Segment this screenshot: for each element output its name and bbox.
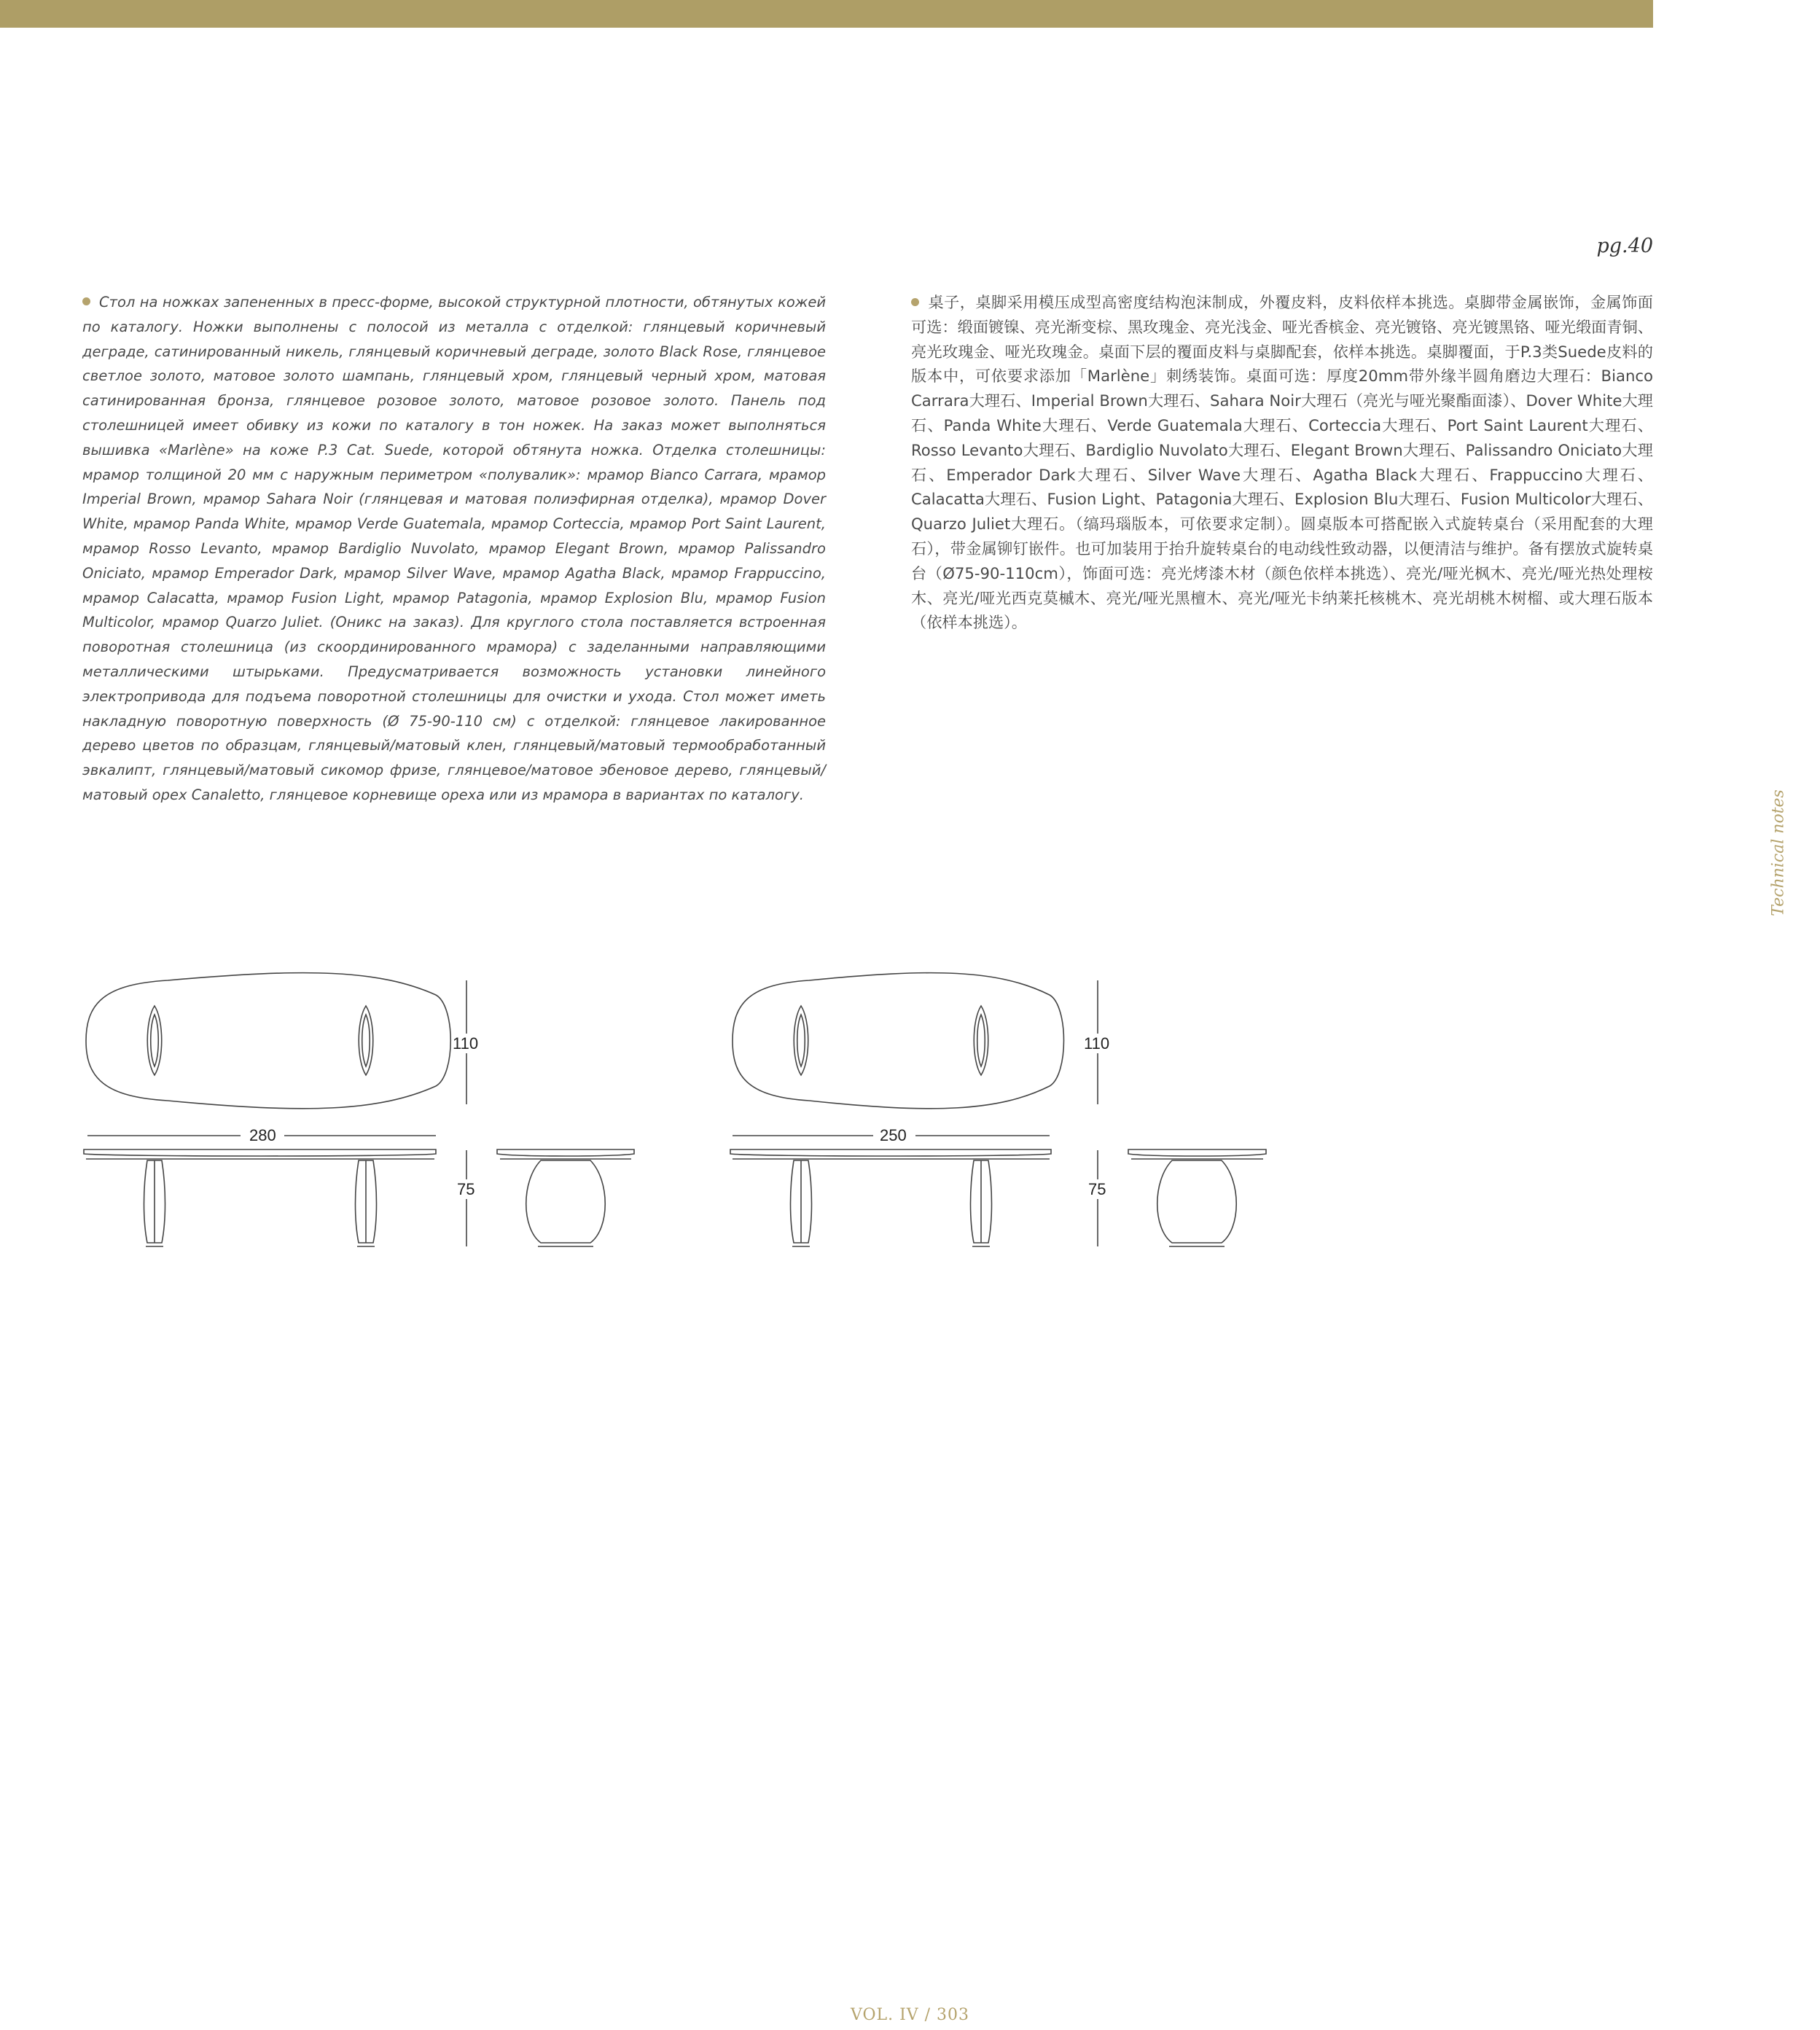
side-label-text: Technical notes xyxy=(1769,789,1788,916)
leg-elevation-right xyxy=(356,1160,377,1246)
description-chinese xyxy=(911,290,1653,635)
drawing-table-280 xyxy=(84,973,634,1246)
leg-end-elevation xyxy=(1157,1160,1237,1243)
tabletop-plan-view xyxy=(733,973,1064,1109)
side-label xyxy=(1764,784,1793,922)
description-russian-text: Стол на ножках запененных в пресс-форме, высокой структурной плотности, обтянутых кожей по каталогу. Ножки выполнены с полосой из металла с отделкой: глянцевый коричневый деграде, сатинированный никель, глянцевый коричневый деграде, золото Black Rose, глянцевое светлое золото, матовое золото шампань, глянцевый хром, глянцевый черный хром, матовая сатинированная бронза, глянцевое розовое золото, матовое розовое золото. Панель под столешницей имеет обивку из кожи по каталогу в тон ножек. На заказ может выполняться вышивка «Marlène» на коже P.3 Cat. Suede, которой обтянута ножка. Отделка столешницы: мрамор толщиной 20 мм с наружным периметром «полувалик»: мрамор Bianco Carrara, мрамор Imperial Brown, мрамор Sahara Noir (глянцевая и матовая полиэфирная отделка), мрамор Dover White, мрамор Panda White, мрамор Verde Guatemala, мрамор Corteccia, мрамор Port Saint Laurent, мрамор Rosso Levanto, мрамор Bardiglio Nuvolato, мрамор Elegant Brown, мрамор Palissandro Oniciato, мрамор Emperador Dark, мрамор Silver Wave, мрамор Agatha Black, мрамор Frappuccino, мрамор Calacatta, мрамор Fusion Light, мрамор Patagonia, мрамор Explosion Blu, мрамор Fusion Multicolor, мрамор Quarzo Juliet. (Оникс на заказ). Для круглого стола поставляется встроенная поворотная столешница (из скоординированного мрамора) с заделанными направляющими металлическими штырьками. Предусматривается возможность установки линейного электропривода для подъема поворотной столешницы для очистки и ухода. Стол может иметь накладную поворотную поверхность (Ø 75-90-110 см) с отделкой: глянцевое лакированное дерево цветов по образцам, глянцевый/матовый клен, глянцевый/матовый термообработанный эвкалипт, глянцевый/матовый сикомор фризе, глянцевое/матовое эбеновое дерево, глянцевый/матовый орех Canaletto, глянцевое корневище ореха или из мрамора в вариантах по каталогу. xyxy=(82,294,826,803)
tabletop-end-elevation xyxy=(1128,1149,1266,1156)
dimension-length-2: 250 xyxy=(880,1126,907,1144)
dimension-length-1: 280 xyxy=(249,1126,276,1144)
description-chinese-text: 桌子，桌脚采用模压成型高密度结构泡沫制成，外覆皮料，皮料依样本挑选。桌脚带金属嵌饰，金属饰面可选：缎面镀镍、亮光渐变棕、黑玫瑰金、亮光浅金、哑光香槟金、亮光镀铬、亮光镀黑铬、哑光缎面青铜、亮光玫瑰金、哑光玫瑰金。桌面下层的覆面皮料与桌脚配套，依样本挑选。桌脚覆面，于P.3类Suede皮料的版本中，可依要求添加「Marlène」刺绣装饰。桌面可选：厚度20mm带外缘半圆角磨边大理石：Bianco Carrara大理石、Imperial Brown大理石、Sahara Noir大理石（亮光与哑光聚酯面漆）、Dover White大理石、Panda White大理石、Verde Guatemala大理石、Corteccia大理石、Port Saint Laurent大理石、Rosso Levanto大理石、Bardiglio Nuvolato大理石、Elegant Brown大理石、Palissandro Oniciato大理石、Emperador Dark大理石、Silver Wave大理石、Agatha Black大理石、Frappuccino大理石、Calacatta大理石、Fusion Light、Patagonia大理石、Explosion Blu大理石、Fusion Multicolor大理石、Quarzo Juliet大理石。（缟玛瑙版本，可依要求定制）。圆桌版本可搭配嵌入式旋转桌台（采用配套的大理石），带金属铆钉嵌件。也可加装用于抬升旋转桌台的电动线性致动器，以便清洁与维护。备有摆放式旋转桌台（Ø75-90-110cm），饰面可选：亮光烤漆木材（颜色依样本挑选）、亮光/哑光枫木、亮光/哑光热处理桉木、亮光/哑光西克莫槭木、亮光/哑光黑檀木、亮光/哑光卡纳莱托核桃木、亮光胡桃木树榴、或大理石版本（依样本挑选）。 xyxy=(911,293,1653,632)
leg-elevation-left xyxy=(791,1160,812,1246)
tabletop-elevation xyxy=(84,1149,436,1156)
technical-drawings xyxy=(0,948,1820,1290)
bullet-icon xyxy=(82,297,90,305)
leg-plan-left xyxy=(794,1006,808,1075)
page-number: pg.40 xyxy=(1596,235,1653,257)
tabletop-plan-view xyxy=(86,973,450,1109)
leg-elevation-left xyxy=(144,1160,165,1246)
drawing-table-250 xyxy=(730,973,1266,1246)
footer-volume-page: VOL. IV / 303 xyxy=(850,2006,970,2024)
dimension-depth-1: 110 xyxy=(453,1034,479,1053)
dimension-depth-2: 110 xyxy=(1084,1034,1110,1053)
bullet-icon xyxy=(911,298,919,306)
leg-end-elevation xyxy=(526,1160,606,1243)
dimension-height-2: 75 xyxy=(1088,1180,1106,1198)
leg-elevation-right xyxy=(971,1160,992,1246)
dimension-height-1: 75 xyxy=(457,1180,475,1198)
leg-plan-right xyxy=(359,1006,373,1075)
leg-plan-left xyxy=(147,1006,162,1075)
top-accent-bar xyxy=(0,0,1653,28)
leg-plan-right xyxy=(974,1006,988,1075)
description-russian xyxy=(82,290,826,808)
tabletop-end-elevation xyxy=(497,1149,634,1156)
tabletop-elevation xyxy=(730,1149,1051,1156)
